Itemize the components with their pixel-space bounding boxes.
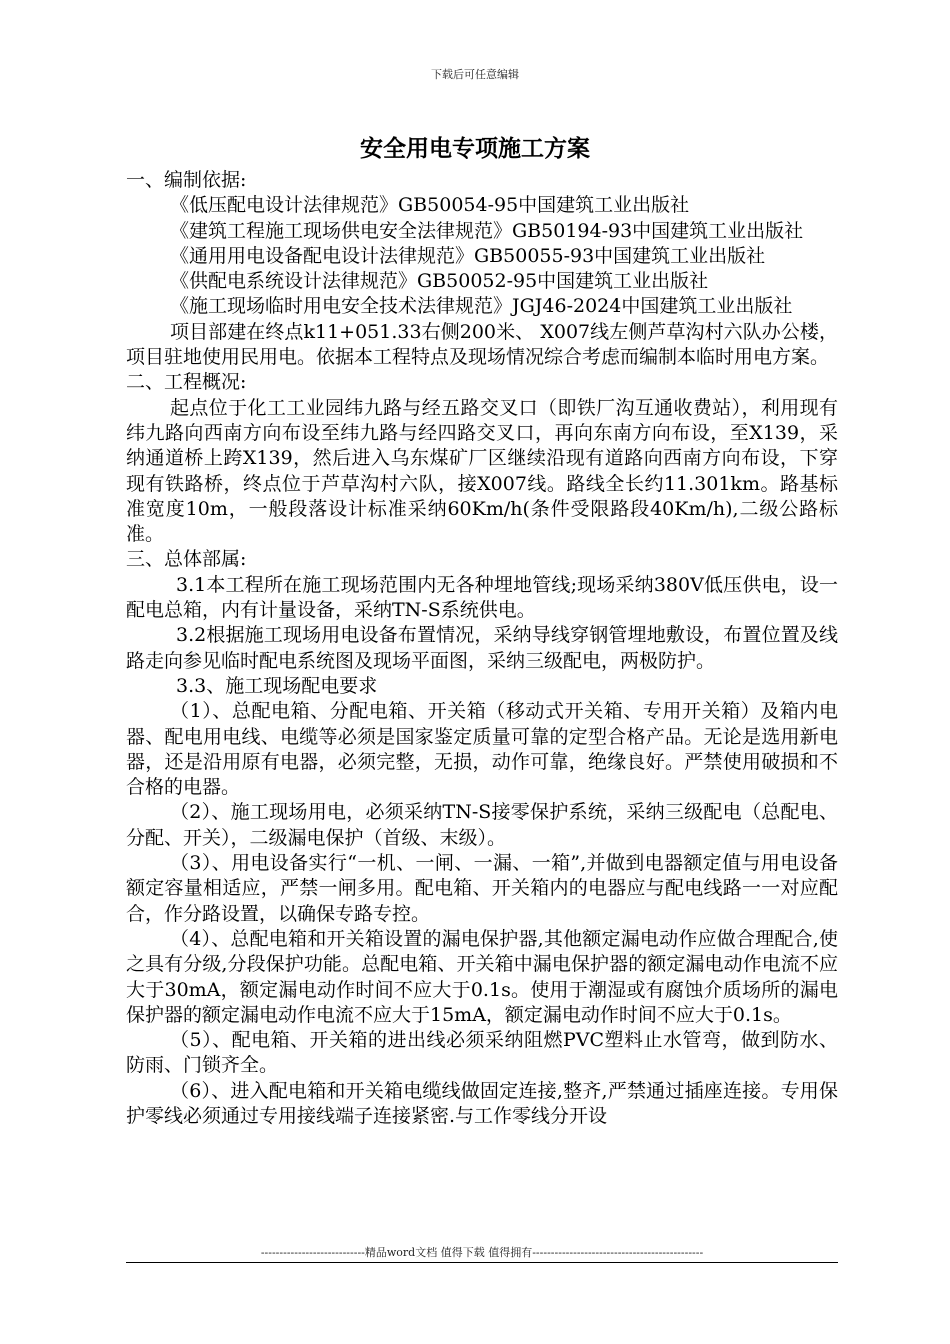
paragraph: 《供配电系统设计法律规范》GB50052-95中国建筑工业出版社 (170, 270, 709, 293)
paragraph: （1）、总配电箱、分配电箱、开关箱（移动式开关箱、专用开关箱）及箱内电器、配电用电线、电缆等必须是国家鉴定质量可靠的定型合格产品。无论是选用新电器，还是沿用原有电器，必须完整，无损，动作可靠，绝缘良好。严禁使用破损和不合格的电器。 (126, 700, 838, 799)
paragraph: （3）、用电设备实行“一机、一闸、一漏、一箱”,并做到电器额定值与用电设备额定容量相适应，严禁一闸多用。配电箱、开关箱内的电器应与配电线路一一对应配合，作分路设置，以确保专路专控。 (126, 852, 838, 925)
paragraph: 《施工现场临时用电安全技术法律规范》JGJ46-2024中国建筑工业出版社 (170, 295, 793, 318)
paragraph: 《通用用电设备配电设计法律规范》GB50055-93中国建筑工业出版社 (170, 244, 766, 267)
paragraph: （4）、总配电箱和开关箱设置的漏电保护器,其他额定漏电动作应做合理配合,使之具有分级,分段保护功能。总配电箱、开关箱中漏电保护器的额定漏电动作电流不应大于30mA，额定漏电动作时间不应大于0.1s。使用于潮湿或有腐蚀介质场所的漏电保护器的额定漏电动作电流不应大于15mA，额定漏电动作时间不应大于0.1s。 (126, 927, 838, 1026)
paragraph: 项目部建在终点k11+051.33右侧200米、 X007线左侧芦草沟村六队办公楼，项目驻地使用民用电。依据本工程特点及现场情况综合考虑而编制本临时用电方案。 (126, 320, 838, 369)
section-heading: 三、总体部属: (126, 548, 247, 571)
footer-note: ----------------------------精品word文档 值得下载 值得拥有---------------------------------------------- (260, 1246, 704, 1259)
paragraph: 3.3、施工现场配电要求 (176, 674, 378, 697)
paragraph: 3.1本工程所在施工现场范围内无各种埋地管线;现场采纳380V低压供电，设一配电总箱，内有计量设备，采纳TN-S系统供电。 (126, 573, 838, 622)
paragraph: 3.2根据施工现场用电设备布置情况，采纳导线穿钢管埋地敷设，布置位置及线路走向参见临时配电系统图及现场平面图，采纳三级配电，两极防护。 (126, 624, 838, 672)
document-title: 安全用电专项施工方案 (360, 136, 590, 162)
header-note: 下载后可任意编辑 (431, 68, 519, 81)
paragraph: （5）、配电箱、开关箱的进出线必须采纳阻燃PVC塑料止水管弯，做到防水、防雨、门锁齐全。 (126, 1029, 838, 1077)
paragraph: （2）、施工现场用电，必须采纳TN-S接零保护系统，采纳三级配电（总配电、分配、开关），二级漏电保护（首级、末级）。 (126, 801, 838, 849)
section-heading: 一、编制依据: (126, 169, 247, 191)
paragraph: （6）、进入配电箱和开关箱电缆线做固定连接,整齐,严禁通过插座连接。专用保护零线必须通过专用接线端子连接紧密.与工作零线分开设 (126, 1079, 838, 1127)
paragraph: 起点位于化工工业园纬九路与经五路交叉口（即铁厂沟互通收费站），利用现有纬九路向西南方向布设至纬九路与经四路交叉口，再向东南方向布设，至X139，采纳通道桥上跨X139，然后进入乌东煤矿厂区继续沿现有道路向西南方向布设，下穿现有铁路桥，终点位于芦草沟村六队，接X007线。路线全长约11.301km。路基标准宽度10m，一般段落设计标准采纳60Km/h(条件受限路段40Km/h),二级公路标准。 (126, 396, 838, 546)
paragraph: 《低压配电设计法律规范》GB50054-95中国建筑工业出版社 (170, 194, 690, 217)
section-heading: 二、工程概况: (126, 371, 247, 394)
footer-divider (126, 1262, 838, 1263)
paragraph: 《建筑工程施工现场供电安全法律规范》GB50194-93中国建筑工业出版社 (170, 219, 804, 242)
document-body (126, 168, 838, 1129)
